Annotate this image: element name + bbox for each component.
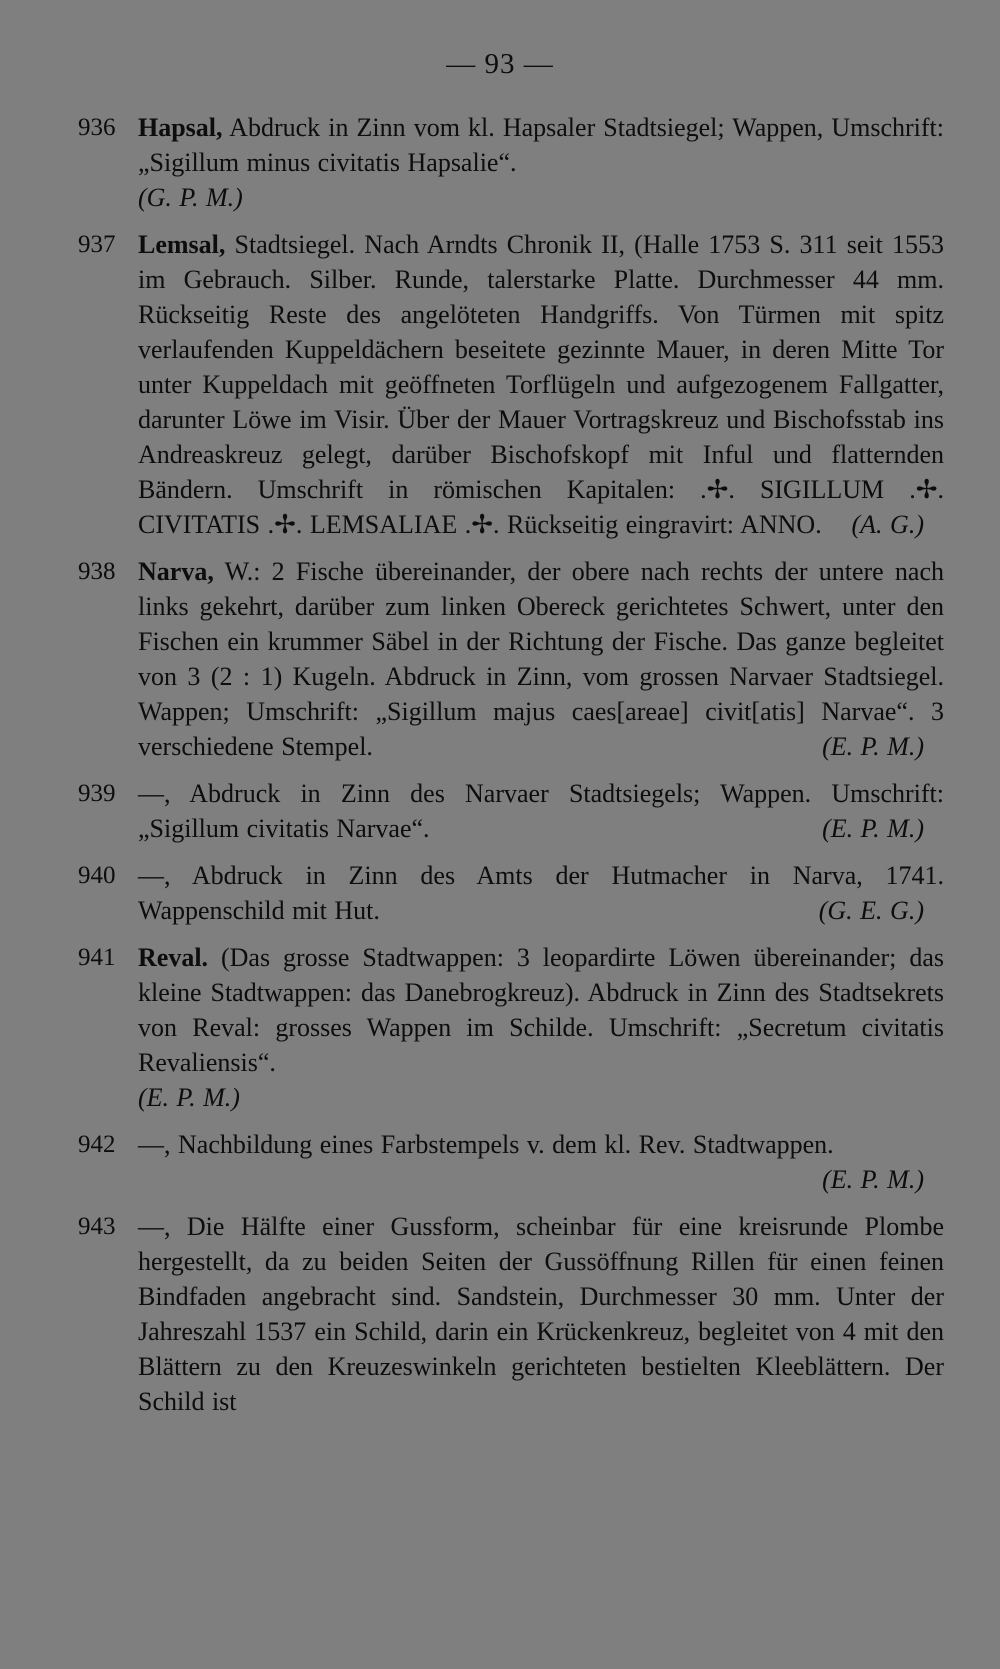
entry-number: 939 [78,780,116,807]
catalog-entry [78,776,944,846]
entry-place: Lemsal, [138,230,226,259]
catalog-entry [78,1209,944,1419]
entry-number: 941 [78,944,116,971]
entry-number: 942 [78,1131,116,1158]
entry-text: —, Die Hälfte einer Gussform, scheinbar für eine kreisrunde Plombe hergestellt, da zu beiden Seiten der Gussöffnung Rillen für einen feinen Bindfaden angebracht sind. Sandstein, Durchmesser 30 mm. Unter der Jahreszahl 1537 ein Schild, darin ein Krückenkreuz, begleitet von 4 mit den Blättern zu den Kreuzeswinkeln gerichteten bestielten Kleeblättern. Der Schild ist [138,1212,944,1416]
catalog-entry [78,554,944,764]
entry-text: (Das grosse Stadtwappen: 3 leopardirte Löwen übereinander; das kleine Stadtwappen: das Danebrogkreuz). Abdruck in Zinn des Stadtsekrets von Reval: grosses Wappen im Schilde. Umschrift: „Secretum civitatis Revaliensis“. [138,943,944,1077]
entry-source: (G. P. M.) [138,183,243,212]
entry-text: Stadtsiegel. Nach Arndts Chronik II, (Halle 1753 S. 311 seit 1553 im Gebrauch. Silber. Runde, talerstarke Platte. Durchmesser 44 mm. Rückseitig Reste des angelöteten Handgriffs. Von Türmen mit spitz verlaufenden Kuppeldächern beseitete gezinnte Mauer, in deren Mitte Tor unter Kuppeldach mit geöffneten Torflügeln und aufgezogenem Fallgatter, darunter Löwe im Visir. Über der Mauer Vortragskreuz und Bischofsstab ins Andreaskreuz gelegt, darüber Bischofskopf mit Inful und flatternden Bändern. Umschrift in römischen Kapitalen: .✢. SIGILLUM .✢. CIVITATIS .✢. LEMSALIAE .✢. Rückseitig eingravirt: ANNO. [138,230,944,539]
entry-number: 940 [78,862,116,889]
catalog-entry [78,858,944,928]
catalog-entries [78,110,944,1431]
entry-text: —, Abdruck in Zinn des Amts der Hutmacher in Narva, 1741. Wappenschild mit Hut. [138,861,944,925]
entry-source: (E. P. M.) [822,732,924,761]
entry-place: Hapsal, [138,113,223,142]
entry-number: 938 [78,558,116,585]
entry-source: (E. P. M.) [822,814,924,843]
entry-text: Abdruck in Zinn vom kl. Hapsaler Stadtsiegel; Wappen, Umschrift: „Sigillum minus civitatis Hapsalie“. [138,113,944,177]
entry-text: —, Nachbildung eines Farbstempels v. dem kl. Rev. Stadtwappen. [138,1130,834,1159]
page-number: — 93 — [446,48,554,80]
entry-number: 937 [78,231,116,258]
entry-source: (G. E. G.) [818,896,924,925]
catalog-entry [78,227,944,542]
entry-source: (A. G.) [851,510,924,539]
entry-text: W.: 2 Fische übereinander, der obere nach rechts der untere nach links gekehrt, darüber zum linken Obereck gerichtetes Schwert, unter den Fischen ein krummer Säbel in der Richtung der Fische. Das ganze begleitet von 3 (2 : 1) Kugeln. Abdruck in Zinn, vom grossen Narvaer Stadtsiegel. Wappen; Umschrift: „Sigillum majus caes[areae] civit[atis] Narvae“. 3 verschiedene Stempel. [138,557,944,761]
entry-number: 943 [78,1213,116,1240]
entry-place: Reval. [138,943,209,972]
entry-number: 936 [78,114,116,141]
catalog-entry [78,940,944,1115]
entry-place: Narva, [138,557,214,586]
entry-source: (E. P. M.) [138,1083,240,1112]
catalog-entry [78,110,944,215]
entry-source: (E. P. M.) [822,1165,924,1194]
entry-text: —, Abdruck in Zinn des Narvaer Stadtsiegels; Wappen. Umschrift: „Sigillum civitatis Narvae“. [138,779,944,843]
catalog-entry [78,1127,944,1197]
